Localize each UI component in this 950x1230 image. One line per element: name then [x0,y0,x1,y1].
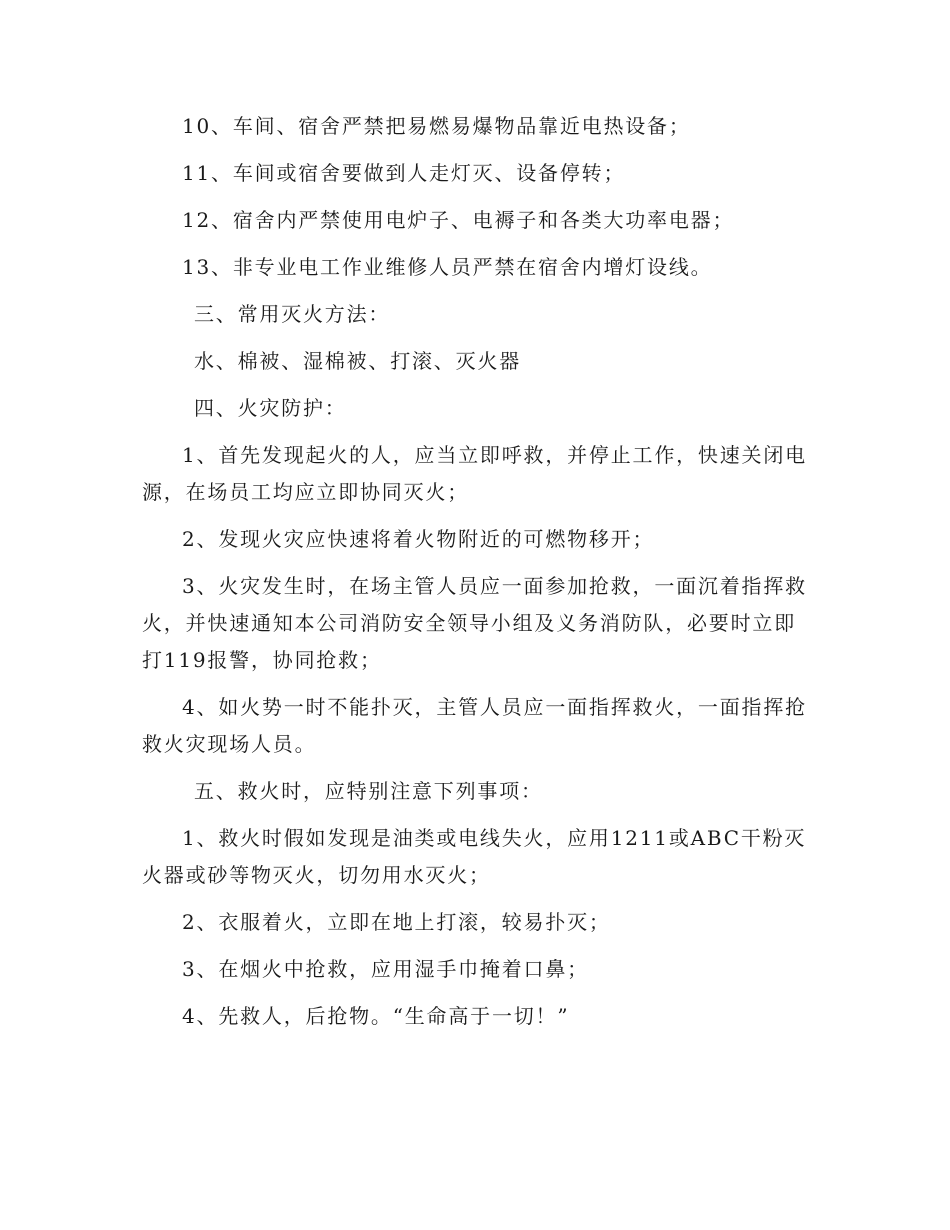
paragraph-item-11: 11、车间或宿舍要做到人走灯灭、设备停转； [182,161,626,185]
paragraph-fire-protection-3: 3、火灾发生时，在场主管人员应一面参加抢救，一面沉着指挥救火，并快速通知本公司消防安全领导小组及义务消防队，必要时立即打119报警，协同抢救； [142,574,807,672]
paragraph-item-10: 10、车间、宿舍严禁把易燃易爆物品靠近电热设备； [182,114,691,138]
extinguishing-methods-list: 水、棉被、湿棉被、打滚、灭火器 [194,349,521,373]
paragraph-firefighting-1: 1、救火时假如发现是油类或电线失火，应用1211或ABC干粉灭火器或砂等物灭火，切勿用水灭火； [142,826,807,887]
paragraph-fire-protection-4: 4、如火势一时不能扑灭，主管人员应一面指挥救火，一面指挥抢救火灾现场人员。 [142,695,807,756]
paragraph-item-13: 13、非专业电工作业维修人员严禁在宿舍内增灯设线。 [182,255,713,279]
paragraph-firefighting-2: 2、衣服着火，立即在地上打滚，较易扑灭； [182,910,611,934]
section-heading-3: 三、常用灭火方法： [194,302,391,326]
section-heading-5: 五、救火时，应特别注意下列事项： [194,779,543,803]
paragraph-fire-protection-2: 2、发现火灾应快速将着火物附近的可燃物移开； [182,527,655,551]
paragraph-item-12: 12、宿舍内严禁使用电炉子、电褥子和各类大功率电器； [182,208,735,232]
section-heading-4: 四、火灾防护： [194,396,347,420]
document-body [142,108,812,1035]
paragraph-fire-protection-1: 1、首先发现起火的人，应当立即呼救，并停止工作，快速关闭电源，在场员工均应立即协同灭火； [142,443,807,504]
paragraph-firefighting-3: 3、在烟火中抢救，应用湿手巾掩着口鼻； [182,957,589,981]
paragraph-firefighting-4: 4、先救人，后抢物。“生命高于一切！” [182,1004,570,1028]
